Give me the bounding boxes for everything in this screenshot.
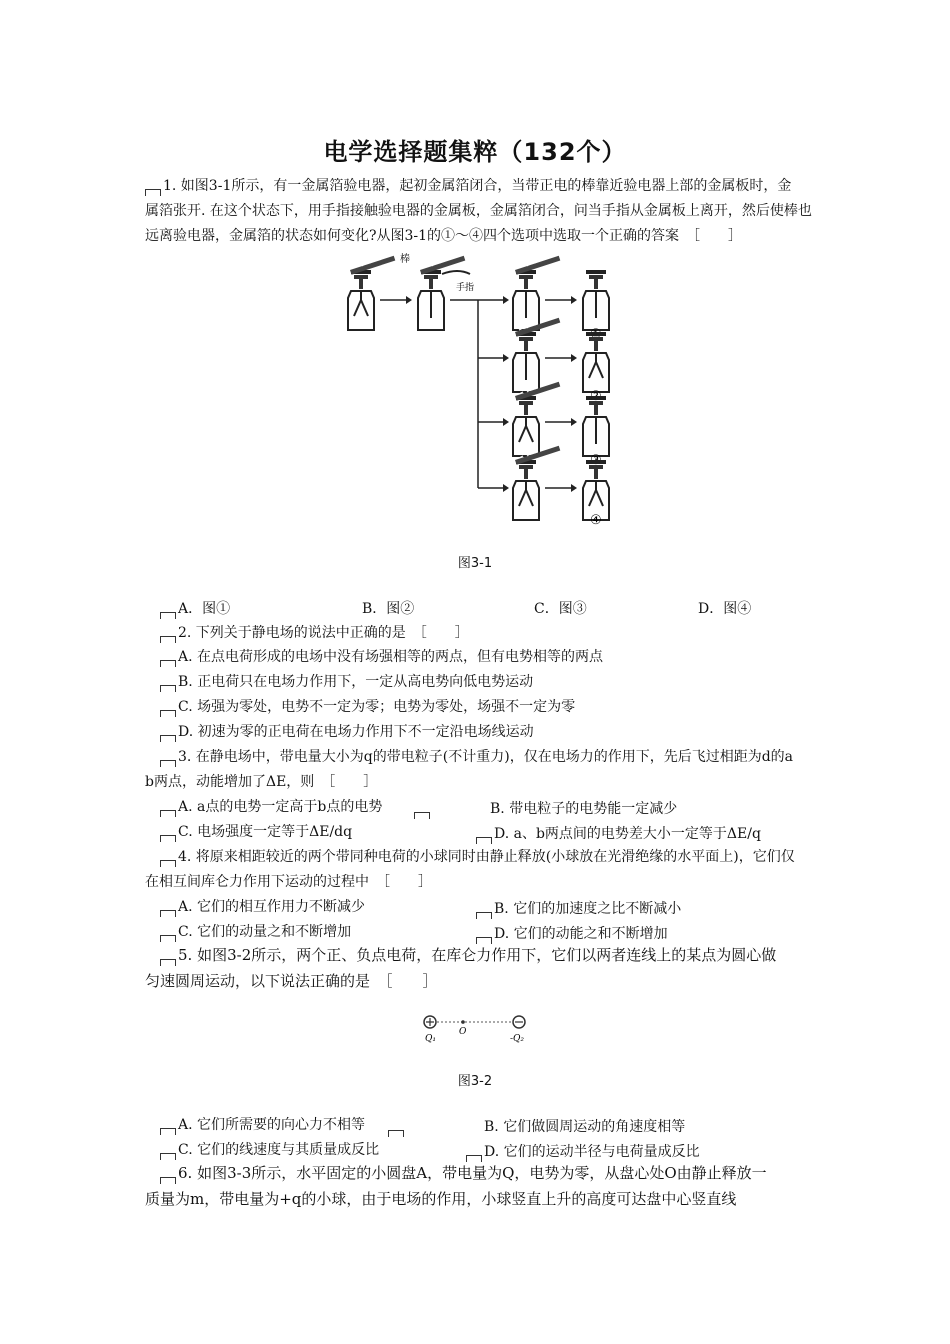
q2-charge-label: -Q₂ — [510, 1034, 525, 1044]
page-title: 电学选择题集粹（132个） — [323, 138, 627, 166]
q4-line-1: 4. 将原来相距较近的两个带同种电荷的小球同时由静止释放(小球放在光滑绝缘的水平面上)，它们仅 — [160, 846, 795, 868]
q1-option-b: B．图② — [362, 601, 415, 617]
rod-branch-1 — [515, 256, 560, 275]
q4-option-d: D. 它们的动能之和不断增加 — [476, 923, 668, 944]
electroscope-branch-2-b — [583, 332, 609, 392]
q5-option-c: C. 它们的线速度与其质量成反比 — [160, 1139, 379, 1161]
question-mark-icon — [388, 1130, 404, 1137]
figure-3-2 — [418, 1014, 534, 1048]
q3-option-b: B. 带电粒子的电势能一定减少 — [414, 798, 677, 819]
question-mark-icon — [160, 959, 176, 966]
electroscope-branch-3-b — [583, 396, 609, 456]
q1-charge-label: Q₁ — [425, 1034, 436, 1044]
question-mark-icon — [160, 1177, 176, 1184]
question-mark-icon — [160, 935, 176, 942]
electroscope-stage-2 — [418, 270, 444, 330]
figure-caption-3-2: 图3-2 — [457, 1074, 493, 1089]
q2-option-b: B. 正电荷只在电场力作用下，一定从高电势向低电势运动 — [160, 671, 533, 693]
q4-option-a: A. 它们的相互作用力不断减少 — [160, 896, 365, 918]
electroscope-branch-4-a — [513, 460, 539, 520]
q1-line-3: 远离验电器，金属箔的状态如何变化?从图3-1的①～④四个选项中选取一个正确的答案 ［ ］ — [145, 228, 743, 244]
figure-3-1 — [338, 250, 628, 528]
electroscope-branch-4-b — [583, 460, 609, 520]
center-label: O — [459, 1027, 467, 1037]
rod-branch-2 — [515, 318, 560, 337]
question-mark-icon — [160, 835, 176, 842]
q1-option-d: D．图④ — [698, 601, 752, 617]
q5-line-2: 匀速圆周运动，以下说法正确的是 ［ ］ — [145, 972, 438, 990]
finger-label: 手指 — [456, 283, 475, 293]
question-mark-icon — [160, 760, 176, 767]
q3-option-d: D. a、b两点间的电势差大小一定等于ΔE/q — [476, 823, 761, 844]
q1-line-2: 属箔张开. 在这个状态下，用手指接触验电器的金属板，金属箔闭合，问当手指从金属板上离开，然后使棒也 — [145, 203, 812, 219]
q4-option-c: C. 它们的动量之和不断增加 — [160, 921, 351, 943]
electroscope-branch-2-a — [513, 332, 539, 392]
q2-option-c: C. 场强为零处，电势不一定为零；电势为零处，场强不一定为零 — [160, 696, 575, 718]
question-mark-icon — [414, 812, 430, 819]
q3-option-c: C. 电场强度一定等于ΔE/dq — [160, 821, 352, 843]
question-mark-icon — [160, 810, 176, 817]
q6-line-2: 质量为m，带电量为+q的小球，由于电场的作用，小球竖直上升的高度可达盘中心竖直线 — [145, 1190, 737, 1208]
question-mark-icon — [160, 1128, 176, 1135]
question-mark-icon — [160, 685, 176, 692]
question-mark-icon — [476, 912, 492, 919]
question-mark-icon — [160, 710, 176, 717]
q1-line-1: 1. 如图3-1所示，有一金属箔验电器，起初金属箔闭合，当带正电的棒靠近验电器上部的金属板时，金 — [145, 175, 791, 197]
question-mark-icon — [160, 1153, 176, 1160]
q2-stem: 2. 下列关于静电场的说法中正确的是 ［ ］ — [160, 622, 469, 644]
question-mark-icon — [160, 660, 176, 667]
electroscope-branch-3-a — [513, 396, 539, 456]
q4-line-2: 在相互间库仑力作用下运动的过程中 ［ ］ — [145, 874, 432, 890]
option-mark-4: ④ — [590, 513, 602, 528]
q5-option-a: A. 它们所需要的向心力不相等 — [160, 1114, 365, 1136]
figure-caption-3-1: 图3-1 — [457, 556, 493, 571]
q3-line-2: b两点，动能增加了ΔE，则 ［ ］ — [145, 774, 378, 790]
electroscope-branch-1-a — [513, 270, 539, 330]
q2-option-a: A. 在点电荷形成的电场中没有场强相等的两点，但有电势相等的两点 — [160, 646, 603, 668]
q5-option-b: B. 它们做圆周运动的角速度相等 — [388, 1116, 685, 1137]
electroscope-stage-1 — [348, 270, 374, 330]
q5-option-d: D. 它们的运动半径与电荷量成反比 — [466, 1141, 700, 1162]
q1-option-c: C．图③ — [534, 601, 587, 617]
q2-option-d: D. 初速为零的正电荷在电场力作用下不一定沿电场线运动 — [160, 721, 534, 743]
question-mark-icon — [160, 735, 176, 742]
rod-stage-1 — [350, 256, 395, 275]
q6-line-1: 6. 如图3-3所示，水平固定的小圆盘A，带电量为Q，电势为零，从盘心处O由静止释放一 — [160, 1162, 767, 1184]
question-mark-icon — [160, 860, 176, 867]
question-mark-icon — [145, 189, 161, 196]
question-mark-icon — [466, 1155, 482, 1162]
question-mark-icon — [160, 636, 176, 643]
q3-line-1: 3. 在静电场中，带电量大小为q的带电粒子(不计重力)，仅在电场力的作用下，先后飞过相距为d的a — [160, 746, 793, 768]
question-mark-icon — [476, 937, 492, 944]
rod-label: 棒 — [400, 254, 410, 265]
electroscope-branch-1-b — [583, 270, 609, 330]
question-mark-icon — [160, 612, 176, 619]
q1-option-a: A．图① — [160, 598, 230, 619]
finger-icon — [442, 271, 470, 274]
center-point — [461, 1020, 465, 1024]
question-mark-icon — [160, 910, 176, 917]
question-mark-icon — [476, 837, 492, 844]
q5-line-1: 5. 如图3-2所示，两个正、负点电荷，在库仑力作用下，它们以两者连线上的某点为圆心做 — [160, 944, 776, 966]
q3-option-a: A. a点的电势一定高于b点的电势 — [160, 796, 382, 818]
q4-option-b: B. 它们的加速度之比不断减小 — [476, 898, 681, 919]
